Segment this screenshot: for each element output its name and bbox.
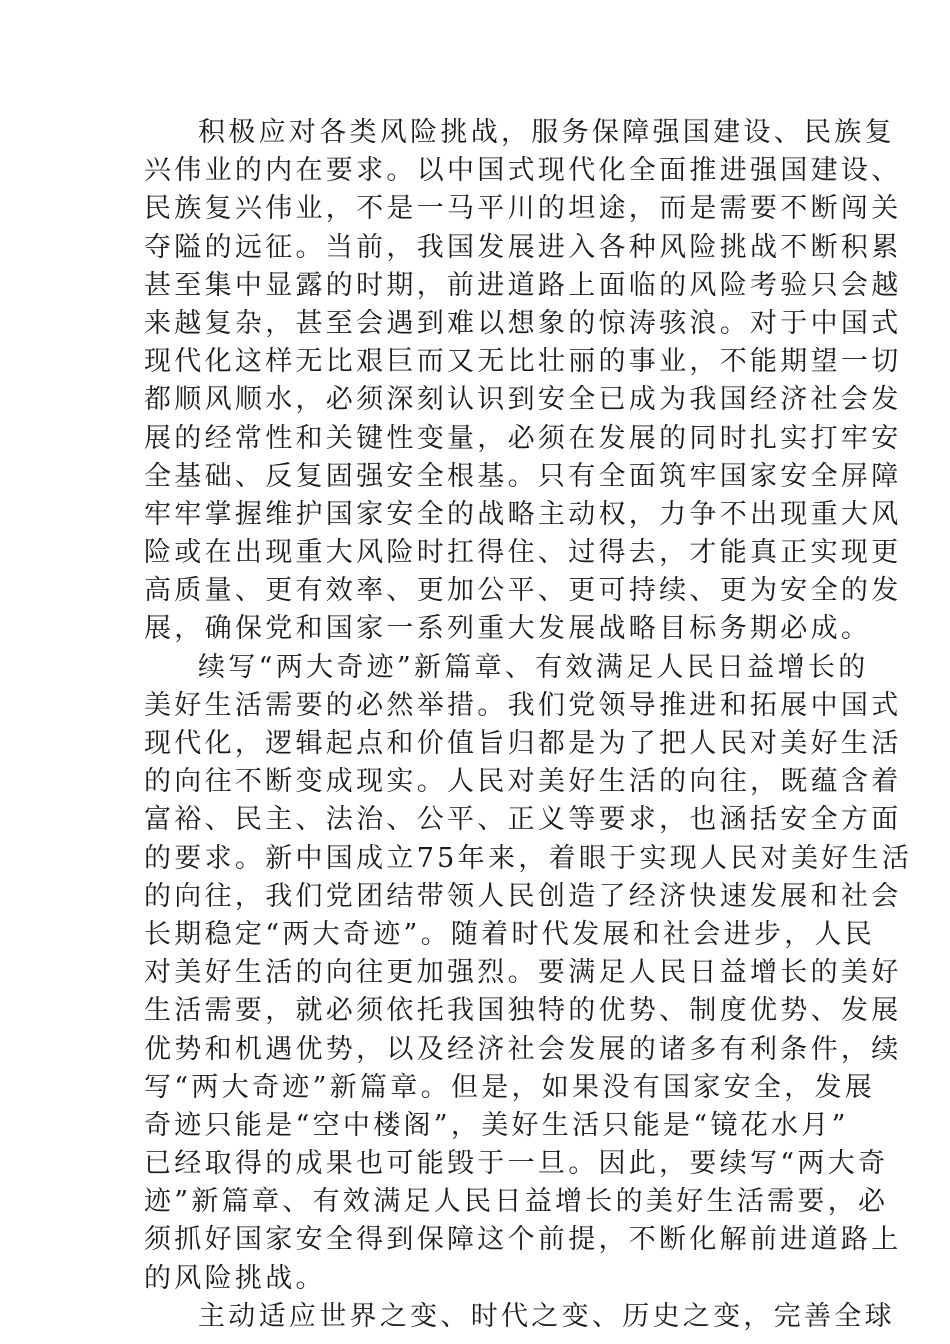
text-line: 现代化，逻辑起点和价值旨归都是为了把人民对美好生活 [144,728,902,759]
text-line: 甚至集中显露的时期，前进道路上面临的风险考验只会越 [144,269,902,301]
text-line: 来越复杂，甚至会遇到难以想象的惊涛骇浪。对于中国式 [144,307,902,339]
text-line: 现代化这样无比艰巨而又无比壮丽的事业，不能期望一切 [144,346,902,378]
text-line: 全基础、反复固强安全根基。只有全面筑牢国家安全屏障 [144,460,902,492]
text-line: 牢牢掌握维护国家安全的战略主动权，力争不出现重大风 [144,498,902,530]
text-line: 富裕、民主、法治、公平、正义等要求，也涵括安全方面 [144,804,902,836]
text-line: 生活需要，就必须依托我国独特的优势、制度优势、发展 [144,995,902,1027]
text-line: 的要求。新中国成立75年来，着眼于实现人民对美好生活 [144,842,913,874]
text-line: 续写“两大奇迹”新篇章、有效满足人民日益增长的 [198,651,869,683]
text-line: 高质量、更有效率、更加公平、更可持续、更为安全的发 [144,575,902,607]
text-line: 展的经常性和关键性变量，必须在发展的同时扎实打牢安 [144,422,902,454]
text-line: 的向往，我们党团结带领人民创造了经济快速发展和社会 [144,880,902,912]
text-line: 民族复兴伟业，不是一马平川的坦途，而是需要不断闯关 [144,193,902,225]
text-line: 对美好生活的向往更加强烈。要满足人民日益增长的美好 [144,957,902,989]
text-line: 都顺风顺水，必须深刻认识到安全已成为我国经济社会发 [144,384,902,416]
text-line: 美好生活需要的必然举措。我们党领导推进和拓展中国式 [144,689,902,721]
text-line: 奇迹只能是“空中楼阁”，美好生活只能是“镜花水月” [144,1109,849,1141]
text-line: 须抓好国家安全得到保障这个前提，不断化解前进道路上 [144,1224,902,1256]
text-line: 兴伟业的内在要求。以中国式现代化全面推进强国建设、 [144,155,902,187]
text-line: 夺隘的远征。当前，我国发展进入各种风险挑战不断积累 [144,231,902,263]
text-line: 已经取得的成果也可能毁于一旦。因此，要续写“两大奇 [144,1148,889,1180]
text-line: 险或在出现重大风险时扛得住、过得去，才能真正实现更 [144,537,902,569]
text-line: 写“两大奇迹”新篇章。但是，如果没有国家安全，发展 [144,1071,876,1103]
text-line: 积极应对各类风险挑战，服务保障强国建设、民族复 [198,117,895,148]
text-line: 优势和机遇优势，以及经济社会发展的诸多有利条件，续 [144,1033,902,1065]
text-line: 主动适应世界之变、时代之变、历史之变，完善全球 [198,1300,895,1332]
text-line: 展，确保党和国家一系列重大发展战略目标务期必成。 [144,613,872,645]
text-line: 的向往不断变成现实。人民对美好生活的向往，既蕴含着 [144,766,902,798]
text-line: 迹”新篇章、有效满足人民日益增长的美好生活需要，必 [144,1186,889,1218]
text-line: 的风险挑战。 [144,1262,326,1294]
body-text [144,114,913,1336]
text-line: 长期稳定“两大奇迹”。随着时代发展和社会进步，人民 [144,918,876,950]
